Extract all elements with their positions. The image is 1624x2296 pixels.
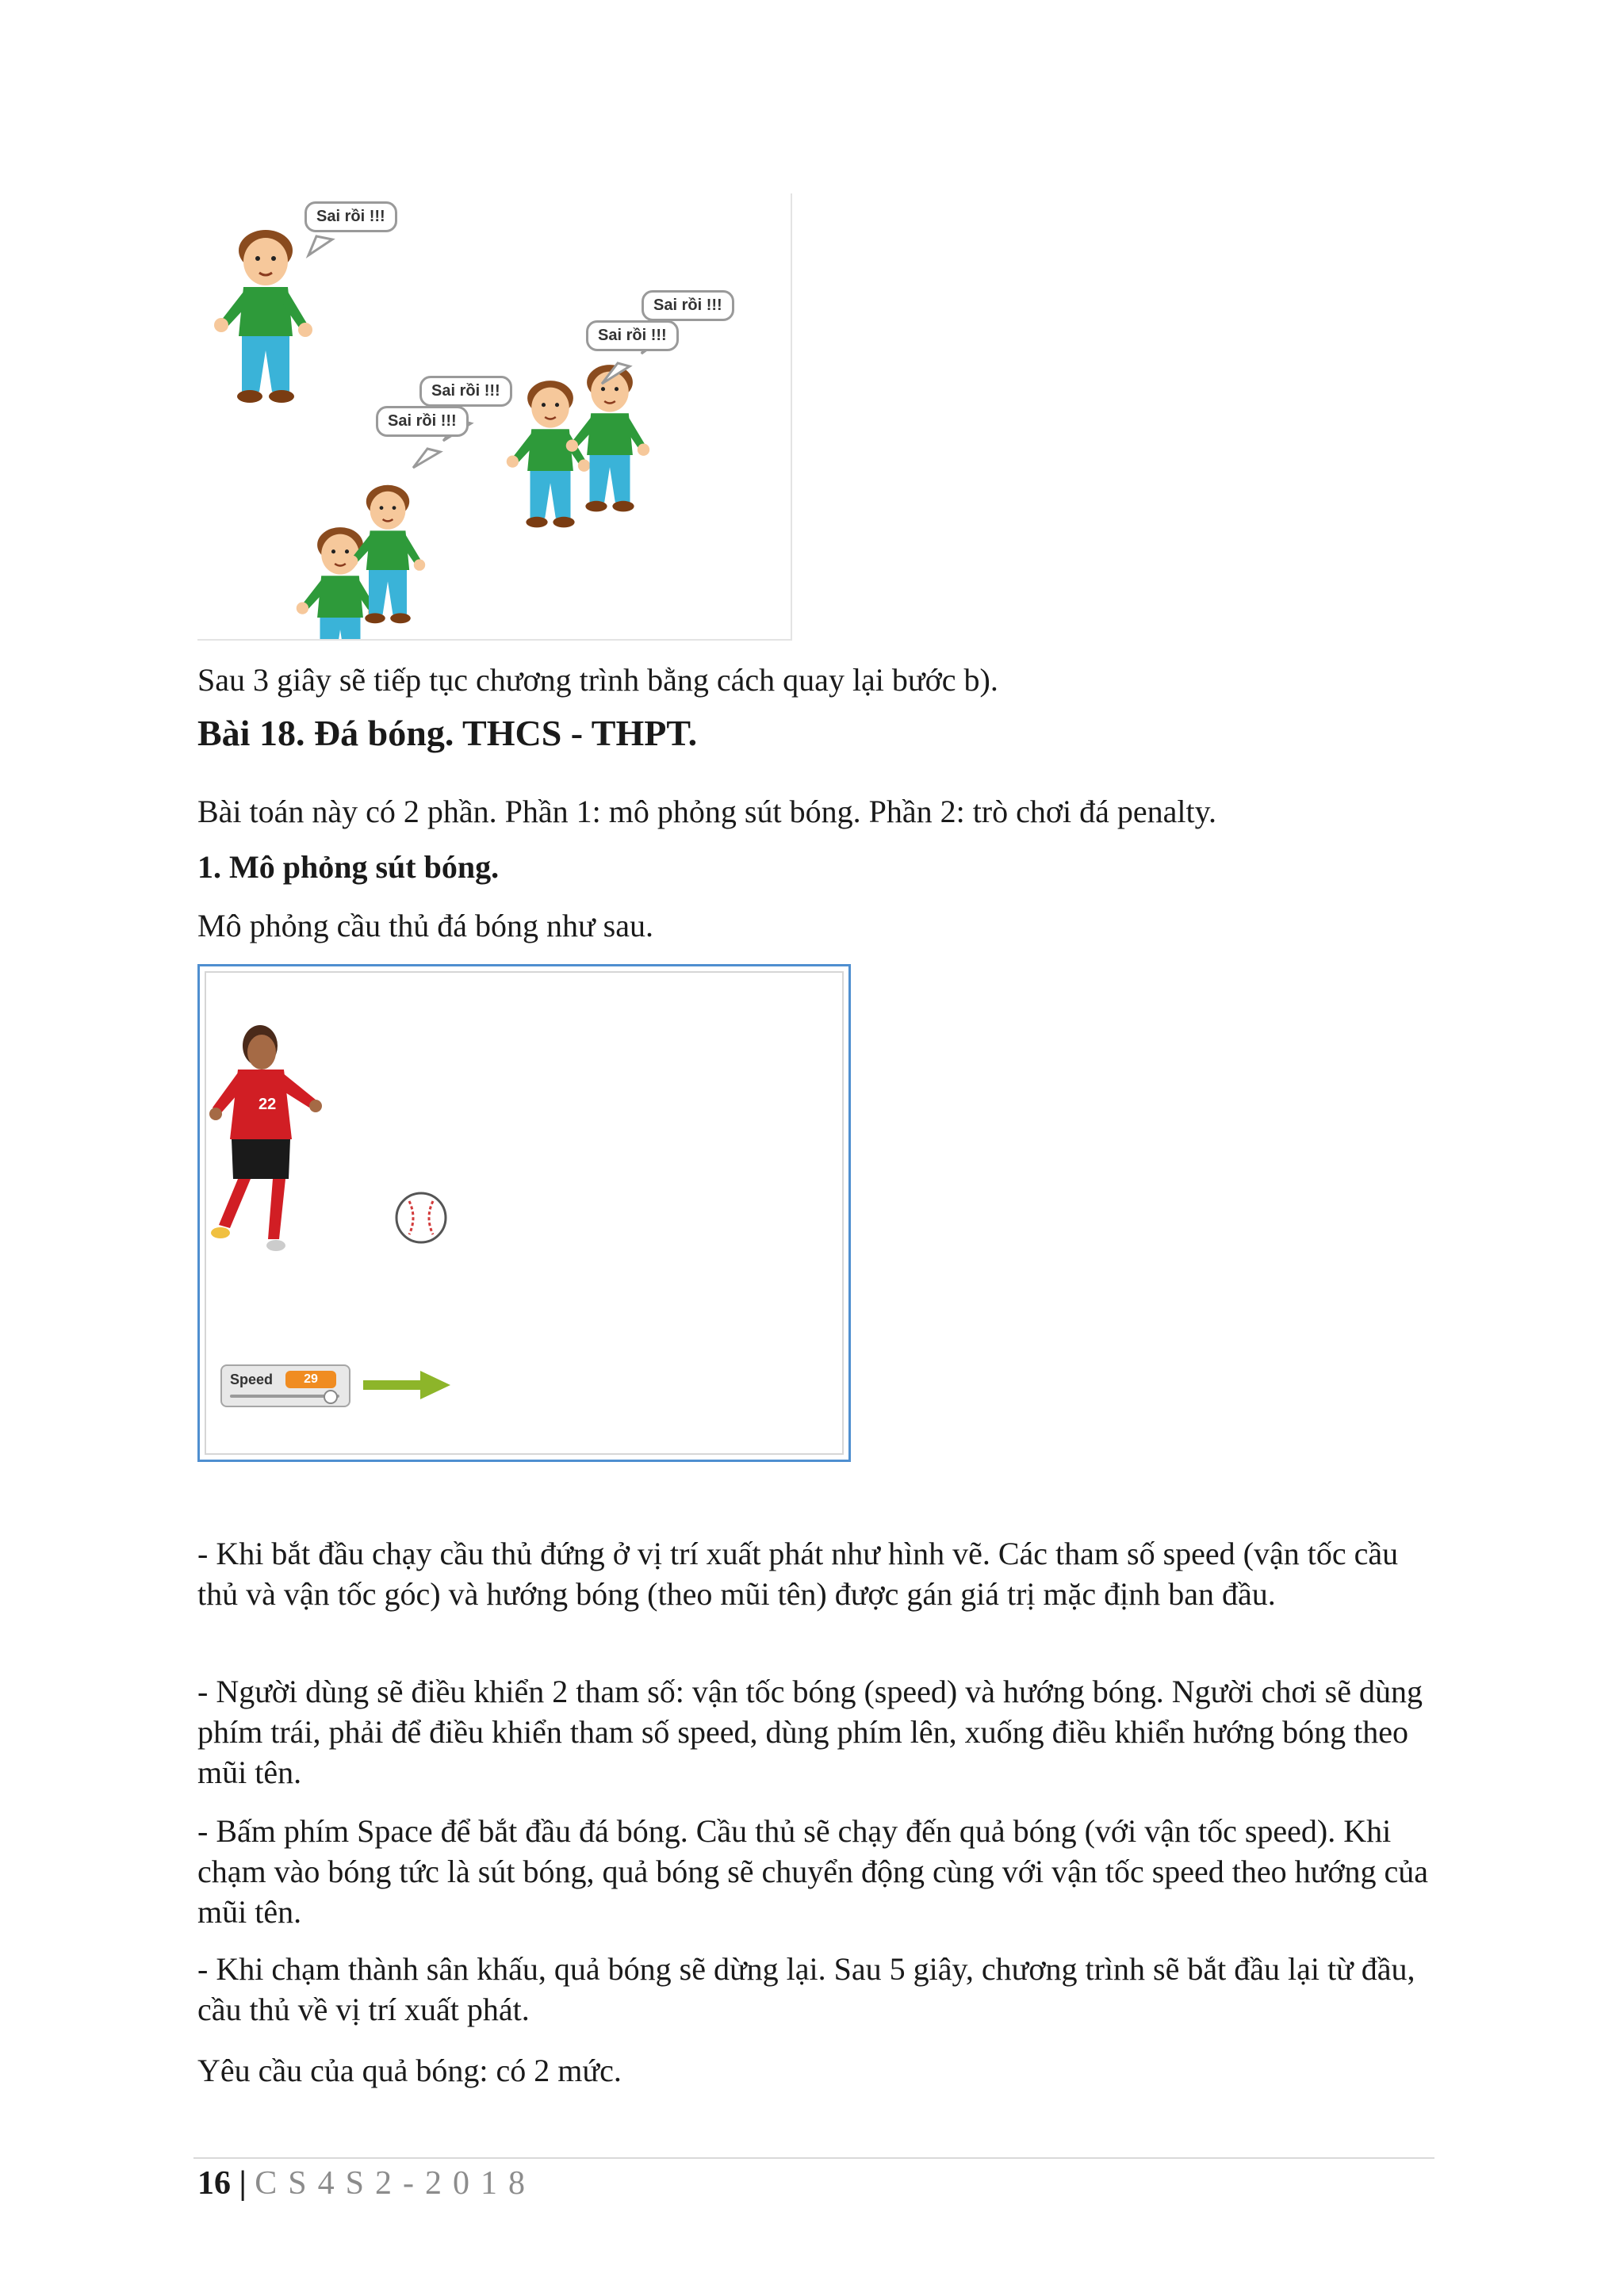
speed-slider[interactable]: [230, 1395, 339, 1398]
speech-bubble-5: Sai rồi !!!: [376, 406, 469, 437]
page-footer: [197, 2164, 536, 2202]
speech-bubble-4: Sai rồi !!!: [419, 376, 512, 407]
speech-bubble-2: Sai rồi !!!: [642, 290, 734, 321]
speech-bubble-1: Sai rồi !!!: [304, 201, 397, 232]
speed-variable-monitor[interactable]: [220, 1364, 350, 1407]
paragraph-ball-requirement: Yêu cầu của quả bóng: có 2 mức.: [197, 2053, 622, 2088]
speech-bubble-3: Sai rồi !!!: [586, 320, 679, 351]
caption-after-figure: Sau 3 giây sẽ tiếp tục chương trình bằng cách quay lại bước b).: [197, 662, 998, 698]
speed-slider-knob[interactable]: [324, 1390, 338, 1404]
figure-children-wrong: [197, 193, 792, 641]
speed-label: Speed: [230, 1372, 274, 1387]
children-illustration: [197, 193, 791, 639]
paragraph-user-controls: - Người dùng sẽ điều khiển 2 tham số: vận tốc bóng (speed) và hướng bóng. Người chơi sẽ dùng phím trái, phải để điều khiển tham số speed, dùng phím lên, xuống điều khiển hướng bóng theo mũi tên.: [197, 1674, 1423, 1790]
ball-sprite: [393, 1190, 449, 1246]
footer-code: CS4S2-2018: [255, 2165, 536, 2202]
paragraph-ball-stop: - Khi chạm thành sân khấu, quả bóng sẽ dừng lại. Sau 5 giây, chương trình sẽ bắt đầu lại từ đầu, cầu thủ về vị trí xuất phát.: [197, 1951, 1415, 2027]
stage-area: [205, 971, 844, 1455]
direction-arrow-sprite: [362, 1369, 454, 1401]
paragraph-space-kick: - Bấm phím Space để bắt đầu đá bóng. Cầu thủ sẽ chạy đến quả bóng (với vận tốc speed). Khi chạm vào bóng tức là sút bóng, quả bóng sẽ chuyển động cùng với vận tốc speed theo hướng của mũi tên.: [197, 1813, 1428, 1930]
footer-separator: |: [239, 2165, 247, 2202]
player-number: 22: [259, 1096, 277, 1113]
paragraph-start-position: - Khi bắt đầu chạy cầu thủ đứng ở vị trí xuất phát như hình vẽ. Các tham số speed (vận tốc cầu thủ và vận tốc góc) và hướng bóng (theo mũi tên) được gán giá trị mặc định ban đầu.: [197, 1536, 1399, 1612]
speed-value: 29: [285, 1371, 336, 1388]
footer-divider: [193, 2157, 1434, 2159]
heading-bai-18: Bài 18. Đá bóng. THCS - THPT.: [197, 713, 698, 753]
football-player-sprite: [206, 1020, 325, 1258]
scratch-stage-figure: [197, 964, 851, 1462]
section-1-intro: Mô phỏng cầu thủ đá bóng như sau.: [197, 908, 653, 943]
section-1-heading: 1. Mô phỏng sút bóng.: [197, 849, 500, 885]
page-number: 16: [197, 2165, 231, 2202]
intro-paragraph: Bài toán này có 2 phần. Phần 1: mô phỏng sút bóng. Phần 2: trò chơi đá penalty.: [197, 794, 1217, 829]
